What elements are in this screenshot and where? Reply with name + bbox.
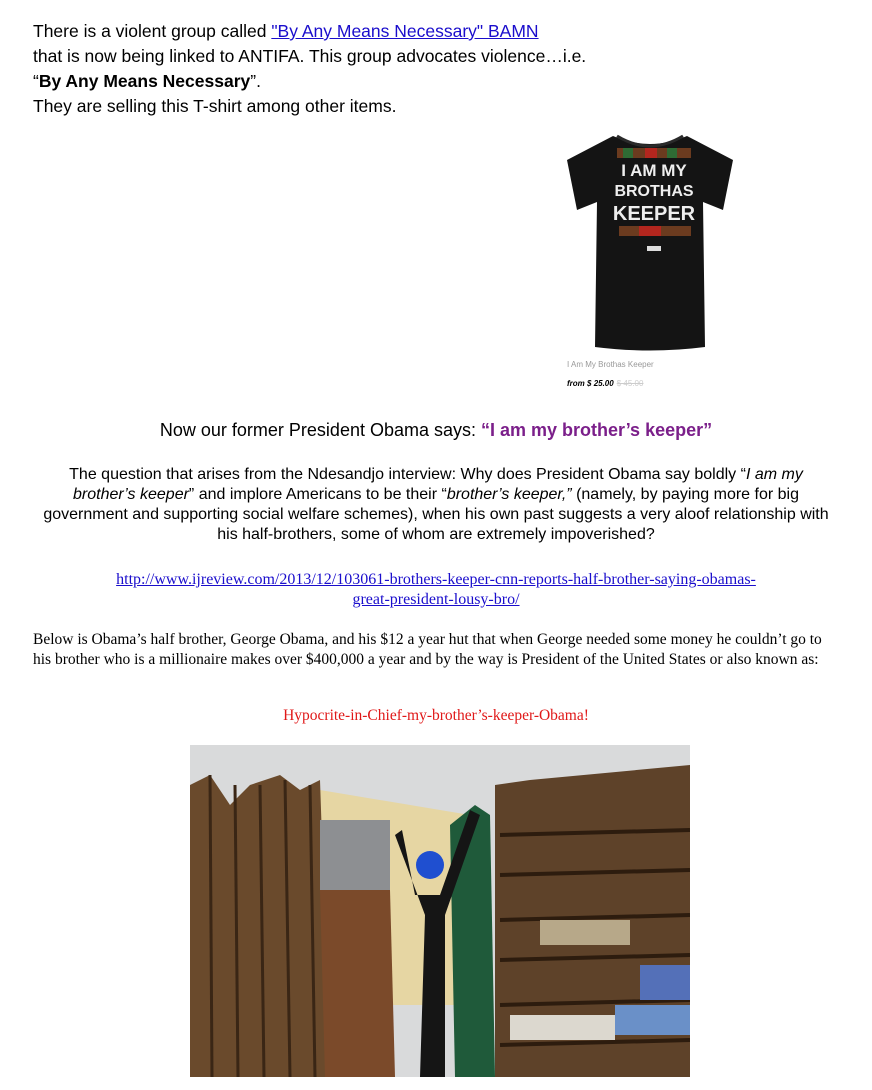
source-link-block bbox=[20, 570, 852, 610]
intro-line-1: There is a violent group called "By Any Means Necessary" BAMN bbox=[33, 21, 539, 41]
source-link[interactable]: http://www.ijreview.com/2013/12/103061-brothers-keeper-cnn-reports-half-brother-saying-obamas- great-president-lousy-bro/ bbox=[116, 571, 756, 608]
svg-text:I AM MY: I AM MY bbox=[621, 161, 687, 180]
intro-line-3: “By Any Means Necessary”. bbox=[33, 71, 261, 91]
intro-line-4: They are selling this T-shirt among other items. bbox=[33, 96, 397, 116]
headline: Now our former President Obama says: “I am my brother’s keeper” bbox=[159, 420, 713, 440]
headline-quote: “I am my brother’s keeper” bbox=[481, 420, 713, 440]
shack-photo-graphic bbox=[190, 745, 690, 1077]
bamn-bold: By Any Means Necessary bbox=[38, 71, 251, 91]
tagline: Hypocrite-in-Chief-my-brother’s-keeper-Obama! bbox=[283, 707, 589, 724]
intro-line-2: that is now being linked to ANTIFA. This group advocates violence…i.e. bbox=[33, 46, 587, 66]
tshirt-image bbox=[555, 122, 745, 397]
shack-photo bbox=[190, 745, 690, 1077]
product-price: from $ 25.00 $ 45.00 bbox=[567, 379, 644, 388]
product-caption: I Am My Brothas Keeper bbox=[567, 360, 654, 369]
below-paragraph: Below is Obama’s half brother, George Obama, and his $12 a year hut that when George needed some money he couldn’t go to his brother who is a millionaire makes over $400,000 a year and by the way is President of the United States or also known as: bbox=[33, 631, 822, 668]
svg-text:BROTHAS: BROTHAS bbox=[614, 183, 694, 200]
question-paragraph: The question that arises from the Ndesandjo interview: Why does President Obama say boldly “I am my brother’s keeper” and implore Americans to be their “brother’s keeper,” (namely, by paying more for big government and supporting social welfare schemes), when his own past suggests a very aloof relationship with his half-brothers, some of whom are extremely impoverished? bbox=[43, 466, 829, 543]
bamn-link[interactable]: "By Any Means Necessary" BAMN bbox=[271, 21, 539, 41]
tshirt-graphic bbox=[555, 122, 745, 357]
intro-paragraph bbox=[33, 19, 586, 119]
svg-text:KEEPER: KEEPER bbox=[612, 203, 696, 225]
